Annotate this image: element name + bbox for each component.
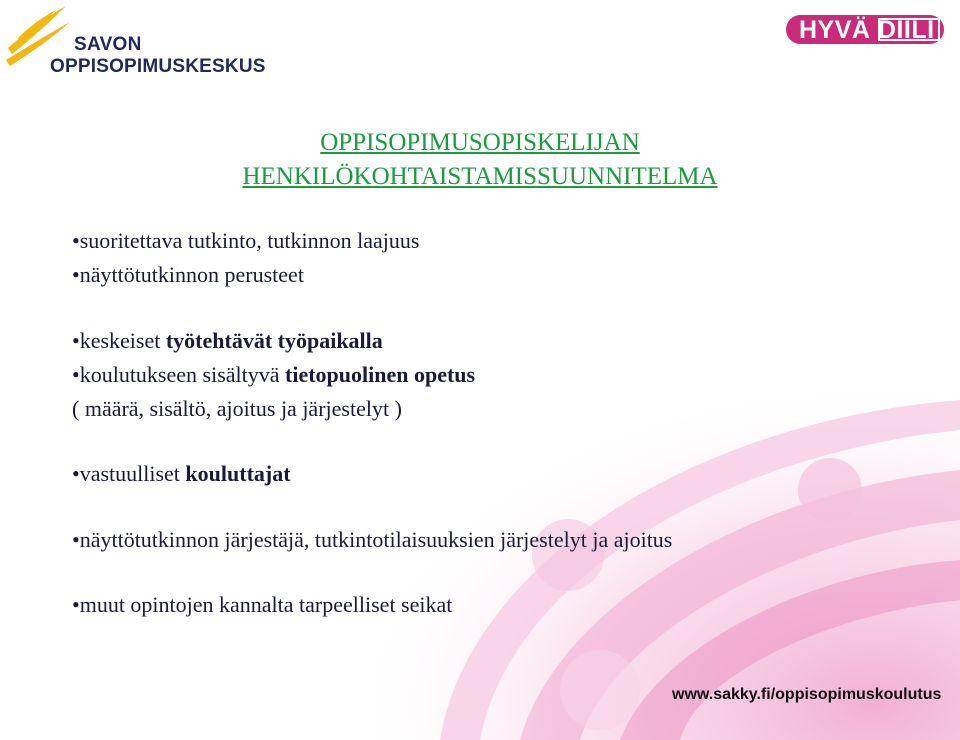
list-item: •muut opintojen kannalta tarpeelliset seikat bbox=[72, 592, 453, 617]
list-item-detail: ( määrä, sisältö, ajoitus ja järjestelyt ) bbox=[72, 396, 402, 421]
list-item: •suoritettava tutkinto, tutkinnon laajuus bbox=[72, 228, 420, 253]
page-title-line-1: OPPISOPIMUSOPISKELIJAN bbox=[320, 129, 640, 156]
tools-icon bbox=[798, 458, 862, 522]
chef-hat-icon bbox=[560, 650, 640, 730]
logo-text-savon: SAVON bbox=[74, 34, 142, 55]
list-item-text: •vastuulliset bbox=[72, 461, 186, 486]
footer-url: www.sakky.fi/oppisopimuskoulutus bbox=[672, 686, 942, 703]
page-title-line-2: HENKILÖKOHTAISTAMISSUUNNITELMA bbox=[242, 163, 718, 190]
logo-text-oppisopimuskeskus: OPPISOPIMUSKESKUS bbox=[50, 56, 266, 77]
list-item-bold-text: kouluttajat bbox=[185, 461, 291, 486]
list-item-text: •keskeiset bbox=[72, 328, 166, 353]
list-item: •näyttötutkinnon perusteet bbox=[72, 262, 304, 287]
logo-text-hyva-diili: HYVÄ DIILI bbox=[799, 16, 935, 44]
savon-oppisopimuskeskus-logo bbox=[4, 4, 274, 78]
list-item-bold-text: tietopuolinen opetus bbox=[285, 362, 476, 387]
list-item-text: •koulutukseen sisältyvä bbox=[72, 362, 286, 387]
list-item bbox=[72, 362, 475, 388]
list-item-bold-text: työtehtävät työpaikalla bbox=[165, 328, 383, 353]
list-item bbox=[72, 328, 383, 354]
hyva-diili-logo bbox=[786, 15, 944, 44]
list-item: •näyttötutkinnon järjestäjä, tutkintotilaisuuksien järjestelyt ja ajoitus bbox=[72, 527, 673, 552]
list-item bbox=[72, 461, 291, 487]
